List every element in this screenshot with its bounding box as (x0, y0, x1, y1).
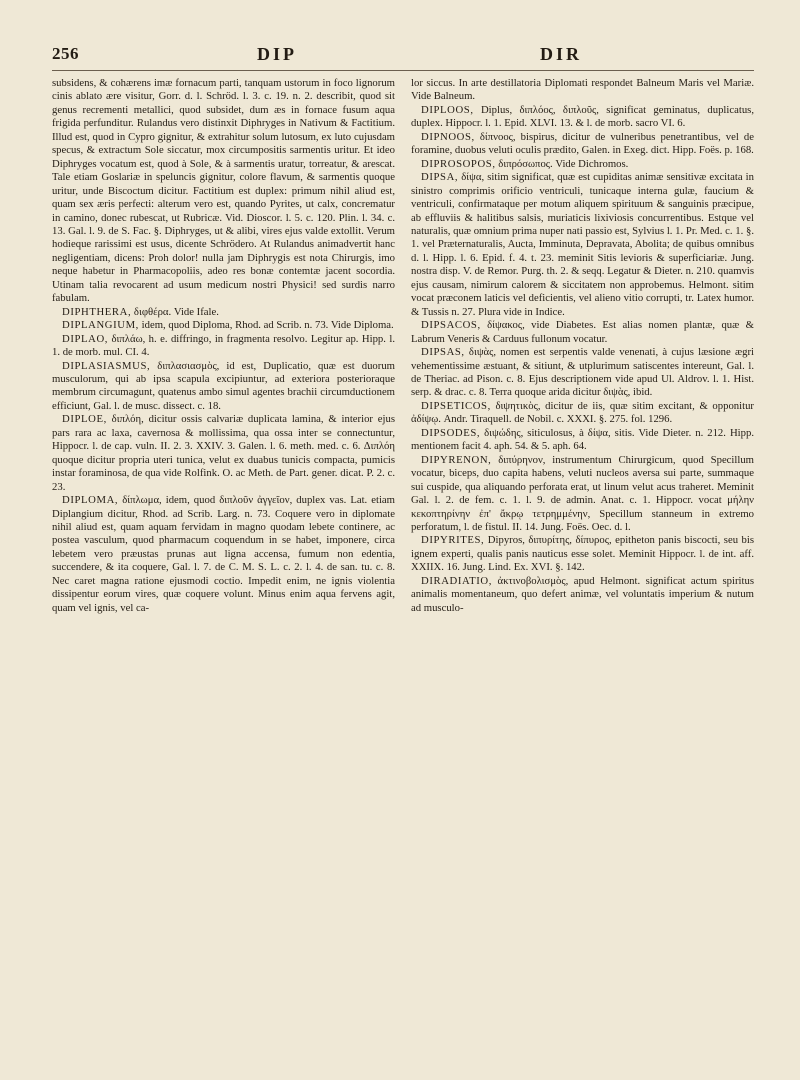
entry-text: idem, quod Diploma, Rhod. ad Scrib. n. 73. Vide Diploma. (138, 319, 394, 332)
dictionary-entry (52, 319, 395, 332)
entry-headword: DIRADIATIO, (421, 574, 493, 587)
entry-text: διπλόη, dicitur ossis calvariæ duplicata lamina, & interior ejus pars rara ac laxa, cavernosa & mollissima, qua ossa inter se connectuntur, Hippocr. l. de cap. vuln. II. 2. 3. XXIV. 3. Galen. l. 6. meth. med. c. 6. Διπλόη quoque dicitur propria uteri tunica, velut ex duabus tunicis compacta, pumicis instar foraminosa, de qua vide Rolfink. O. ac Meth. de Part. gener. dicat. P. 2. c. 23. (52, 413, 395, 493)
entry-headword: DIPSA, (421, 171, 459, 184)
entry-headword: DIPLOOS, (421, 103, 474, 116)
entry-headword: DIPSETICOS, (421, 399, 491, 412)
entry-headword: DIPSAS, (421, 346, 465, 359)
dictionary-entry (52, 413, 395, 494)
entry-text: δίπνοος, bispirus, dicitur de vulneribus penetrantibus, vel de foramine, duobus veluti oculis prædito, Galen. in Exeg. dict. Hipp. Foës. p. 168. (411, 130, 754, 157)
dictionary-entry (411, 575, 754, 615)
entry-text: διψὰς, nomen est serpentis valde venenati, à cujus læsione ægri vehementissime æstuant, & sitiunt, & utplurimum satiscentes intereunt, Gal. l. de Theriac. ad Pison. c. 8. Ejus descriptionem vide apud Ul. Aldrov. l. 1. Hist. serp. & drac. c. 8. Terra quoque arida dicitur διψὰς, ibid. (411, 346, 754, 399)
entry-text: διφθέρα. Vide Ifale. (131, 305, 219, 318)
dictionary-entry (52, 77, 395, 306)
running-head-right: DIR (540, 44, 583, 64)
right-column (411, 77, 754, 615)
entry-headword: DIPLOMA, (62, 494, 119, 507)
entry-headword: DIPNOOS, (421, 130, 475, 143)
entry-text: ἀκτινοβολισμὸς, apud Helmont. significat actum spiritus animalis momentaneum, quo defert animæ, vel voluntatis imperium & nutum ad musculo- (411, 574, 754, 614)
entry-text: διπλάω, h. e. diffringo, in fragmenta resolvo. Legitur ap. Hipp. l. 1. de morb. mul. CI. 4. (52, 332, 395, 359)
dictionary-entry (411, 104, 754, 131)
dictionary-entry (411, 534, 754, 574)
entry-text: Dipyros, διπυρίτης, δίπυρος, epitheton panis biscocti, seu bis ignem experti, qualis panis nauticus esse solet. Meminit Hippocr. l. de int. aff. XXIIX. 16. Jung. Lind. Ex. XVI. §. 142. (411, 534, 754, 574)
entry-text: διψώδης, siticulosus, à δίψα, sitis. Vide Dieter. n. 212. Hipp. mentionem facit 4. aph. 54. & 5. aph. 64. (411, 426, 754, 453)
dictionary-entry (411, 319, 754, 346)
left-column (52, 77, 395, 615)
dictionary-entry (411, 400, 754, 427)
dictionary-entry (411, 158, 754, 171)
entry-text: δίπλωμα, idem, quod διπλοῦν ἀγγεῖον, duplex vas. Lat. etiam Diplangium dicitur, Rhod. ad Scrib. Larg. n. 73. Coquere vero in diplomate nihil aliud est, quam aquam fervidam in magno quodam lebete continere, ac postea vasculum, quod pharmacum coquendum in se habet, imponere, circa lebetem vero præustas prunas aut ligna accensa, fumum non edentia, succendere, & ita coquere, Gal. l. 7. de C. M. S. L. c. 2. l. 4. de san. tu. c. 8. Nec caret magna ratione ejusmodi coctio. Impedit enim, ne ignis violentia dissipentur eorum vires, quæ coquere volunt. Minus enim aqua fervens agit, quam vel ignis, vel ca- (52, 494, 395, 614)
entry-headword: DIPLOE, (62, 413, 107, 426)
dictionary-entry (52, 306, 395, 319)
entry-headword: DIPLANGIUM, (62, 319, 139, 332)
running-head-left: DIP (257, 44, 297, 64)
dictionary-entry (411, 454, 754, 535)
entry-text: subsidens, & cohærens imæ fornacum parti, tanquam ustorum in foco lignorum cinis ablato ære visitur, Gorr. d. l. Schröd. l. 3. c. 19. n. 2. describit, quod sit genus recrementi metallici, quod subsidet, dum æs in fornace fusum aqua frigida perfunditur. Rulandus vero distinxit Diphryges in Nativum & Factitium. Illud est, quod in Cypro gignitur, & extrahitur solum lutosum, ex luto cujusdam specus, & extractum Sole siccatur, mox circumpositis sarmentis uritur. Et ideo Diphryges vocatum est, quod à Sole, & à sarmentis uratur, torreatur, & arescat. Tale etiam Goslariæ in speluncis gignitur, colore flavum, & sarmentis quoque uritur, unde Biscoctum dicitur. Factitium est duplex: primum nihil aliud est, quam sex æris perfecti: alterum vero est, quando Pyrites, ut calx, concrematur in camino, donec rubescat, ut Rubricæ. Vid. Dioscor. l. 5. c. 120. Plin. l. 34. c. 13. Gal. l. 9. de S. Fac. §. Diphryges, ut & alibi, vires ejus valde extollit. Verum hodieque rarissimi est usus, dicente Schrödero. At Rulandus animadvertit hanc negligentiam, dicens: Proh dolor! nulla jam Diphrygis est nota Chirurgis, imo neque habetur in Pharmacopoliis, adeo res bonæ contemtæ jacent socordia. Utinam talia revocarent ad usum medicum nostri Physici! sed surdis narro fabulam. (52, 77, 395, 305)
entry-headword: DIPLASIASMUS, (62, 359, 151, 372)
entry-headword: DIPHTHERA, (62, 305, 132, 318)
entry-text: lor siccus. In arte destillatoria Diplomati respondet Balneum Maris vel Mariæ. Vide Balneum. (411, 77, 754, 103)
dictionary-entry (52, 494, 395, 615)
entry-text: δίψα, sitim significat, quæ est cupiditas animæ sensitivæ excitata in sinistro comprimis orificio ventriculi, tunicaque interna gulæ, faucium & ventriculi, confirmataque per motum aliquem spirituum & sanguinis præcipue, ab effluviis & halitibus salsis, muriaticis lixiviosis concurrentibus. Estque vel naturalis, quæ omnium prima nuper nati passio est, Sylvius l. 1. Pr. Med. c. 1. §. 1. vel Præternaturalis, Aucta, Imminuta, Depravata, Abolita; de quibus omnibus d. l. Hipp. l. 6. Epid. f. 4. t. 23. meminit Sitis levioris & superficiariæ. Jung. nostra disp. V. de Remor. Purg. th. 2. & seqq. Legatur & Dieter. n. 210. quamvis ejus causam, nimirum calorem & siccitatem non approbemus. Helmont. sitim vocat præconem laticis vel deficientis, vel alieno vitio corrupti, tr. Latex humor. & Tussis n. 27. Plura vide in Indice. (411, 171, 754, 318)
dictionary-entry (411, 77, 754, 104)
page-number: 256 (52, 44, 79, 63)
entry-text: Diplus, διπλόος, διπλοῦς, significat geminatus, duplicatus, duplex. Hippocr. l. 1. Epid. XLVI. 13. & l. de morb. sacro VI. 6. (411, 103, 754, 130)
dictionary-entry (411, 427, 754, 454)
dictionary-entry (411, 131, 754, 158)
text-columns (52, 77, 754, 615)
dictionary-entry (411, 171, 754, 319)
entry-headword: DIPYRITES, (421, 534, 485, 547)
dictionary-entry (52, 333, 395, 360)
dictionary-entry (411, 346, 754, 400)
entry-text: διψητικὸς, dicitur de iis, quæ sitim excitant, & opponitur ἀδίψῳ. Andr. Tiraquell. de Nobil. c. XXXI. §. 275. fol. 1296. (411, 399, 754, 426)
entry-text: διπλασιασμὸς, id est, Duplicatio, quæ est duorum musculorum, qui ab ipsa scapula excipiuntur, ad exteriora posterioraque membrum circumagunt, quatenus ambo simul agentes brachii circumductionem efficiunt, Gal. l. de musc. dissect. c. 18. (52, 359, 395, 412)
entry-text: διπρόσωπος. Vide Dichromos. (495, 157, 629, 170)
entry-text: διπύρηνον, instrumentum Chirurgicum, quod Specillum vocatur, biceps, duo capita habens, veluti nucleos aversa sui parte, summaque sui cuspide, qua aliquando perforata erat, ut linum velut acus traheret. Meminit Gal. l. 2. de fem. c. 1. l. 9. de admin. Anat. c. 1. Hippocr. vocat μήλην κεκοπτηρίνην ἐπ' ἄκρῳ τετρημμένην, Specillum stanneum in extremo perforatum, l. de fistul. II. 14. Jung. Foës. Oec. d. l. (411, 453, 754, 533)
entry-headword: DIPYRENON, (421, 453, 492, 466)
entry-text: δίψακος, vide Diabetes. Est alias nomen plantæ, quæ & Labrum Veneris & Carduus fullonum vocatur. (411, 319, 754, 345)
entry-headword: DIPSACOS, (421, 319, 481, 332)
page-header (52, 44, 754, 71)
entry-headword: DIPROSOPOS, (421, 157, 496, 170)
dictionary-entry (52, 360, 395, 414)
entry-headword: DIPSODES, (421, 426, 481, 439)
entry-headword: DIPLAO, (62, 332, 109, 345)
